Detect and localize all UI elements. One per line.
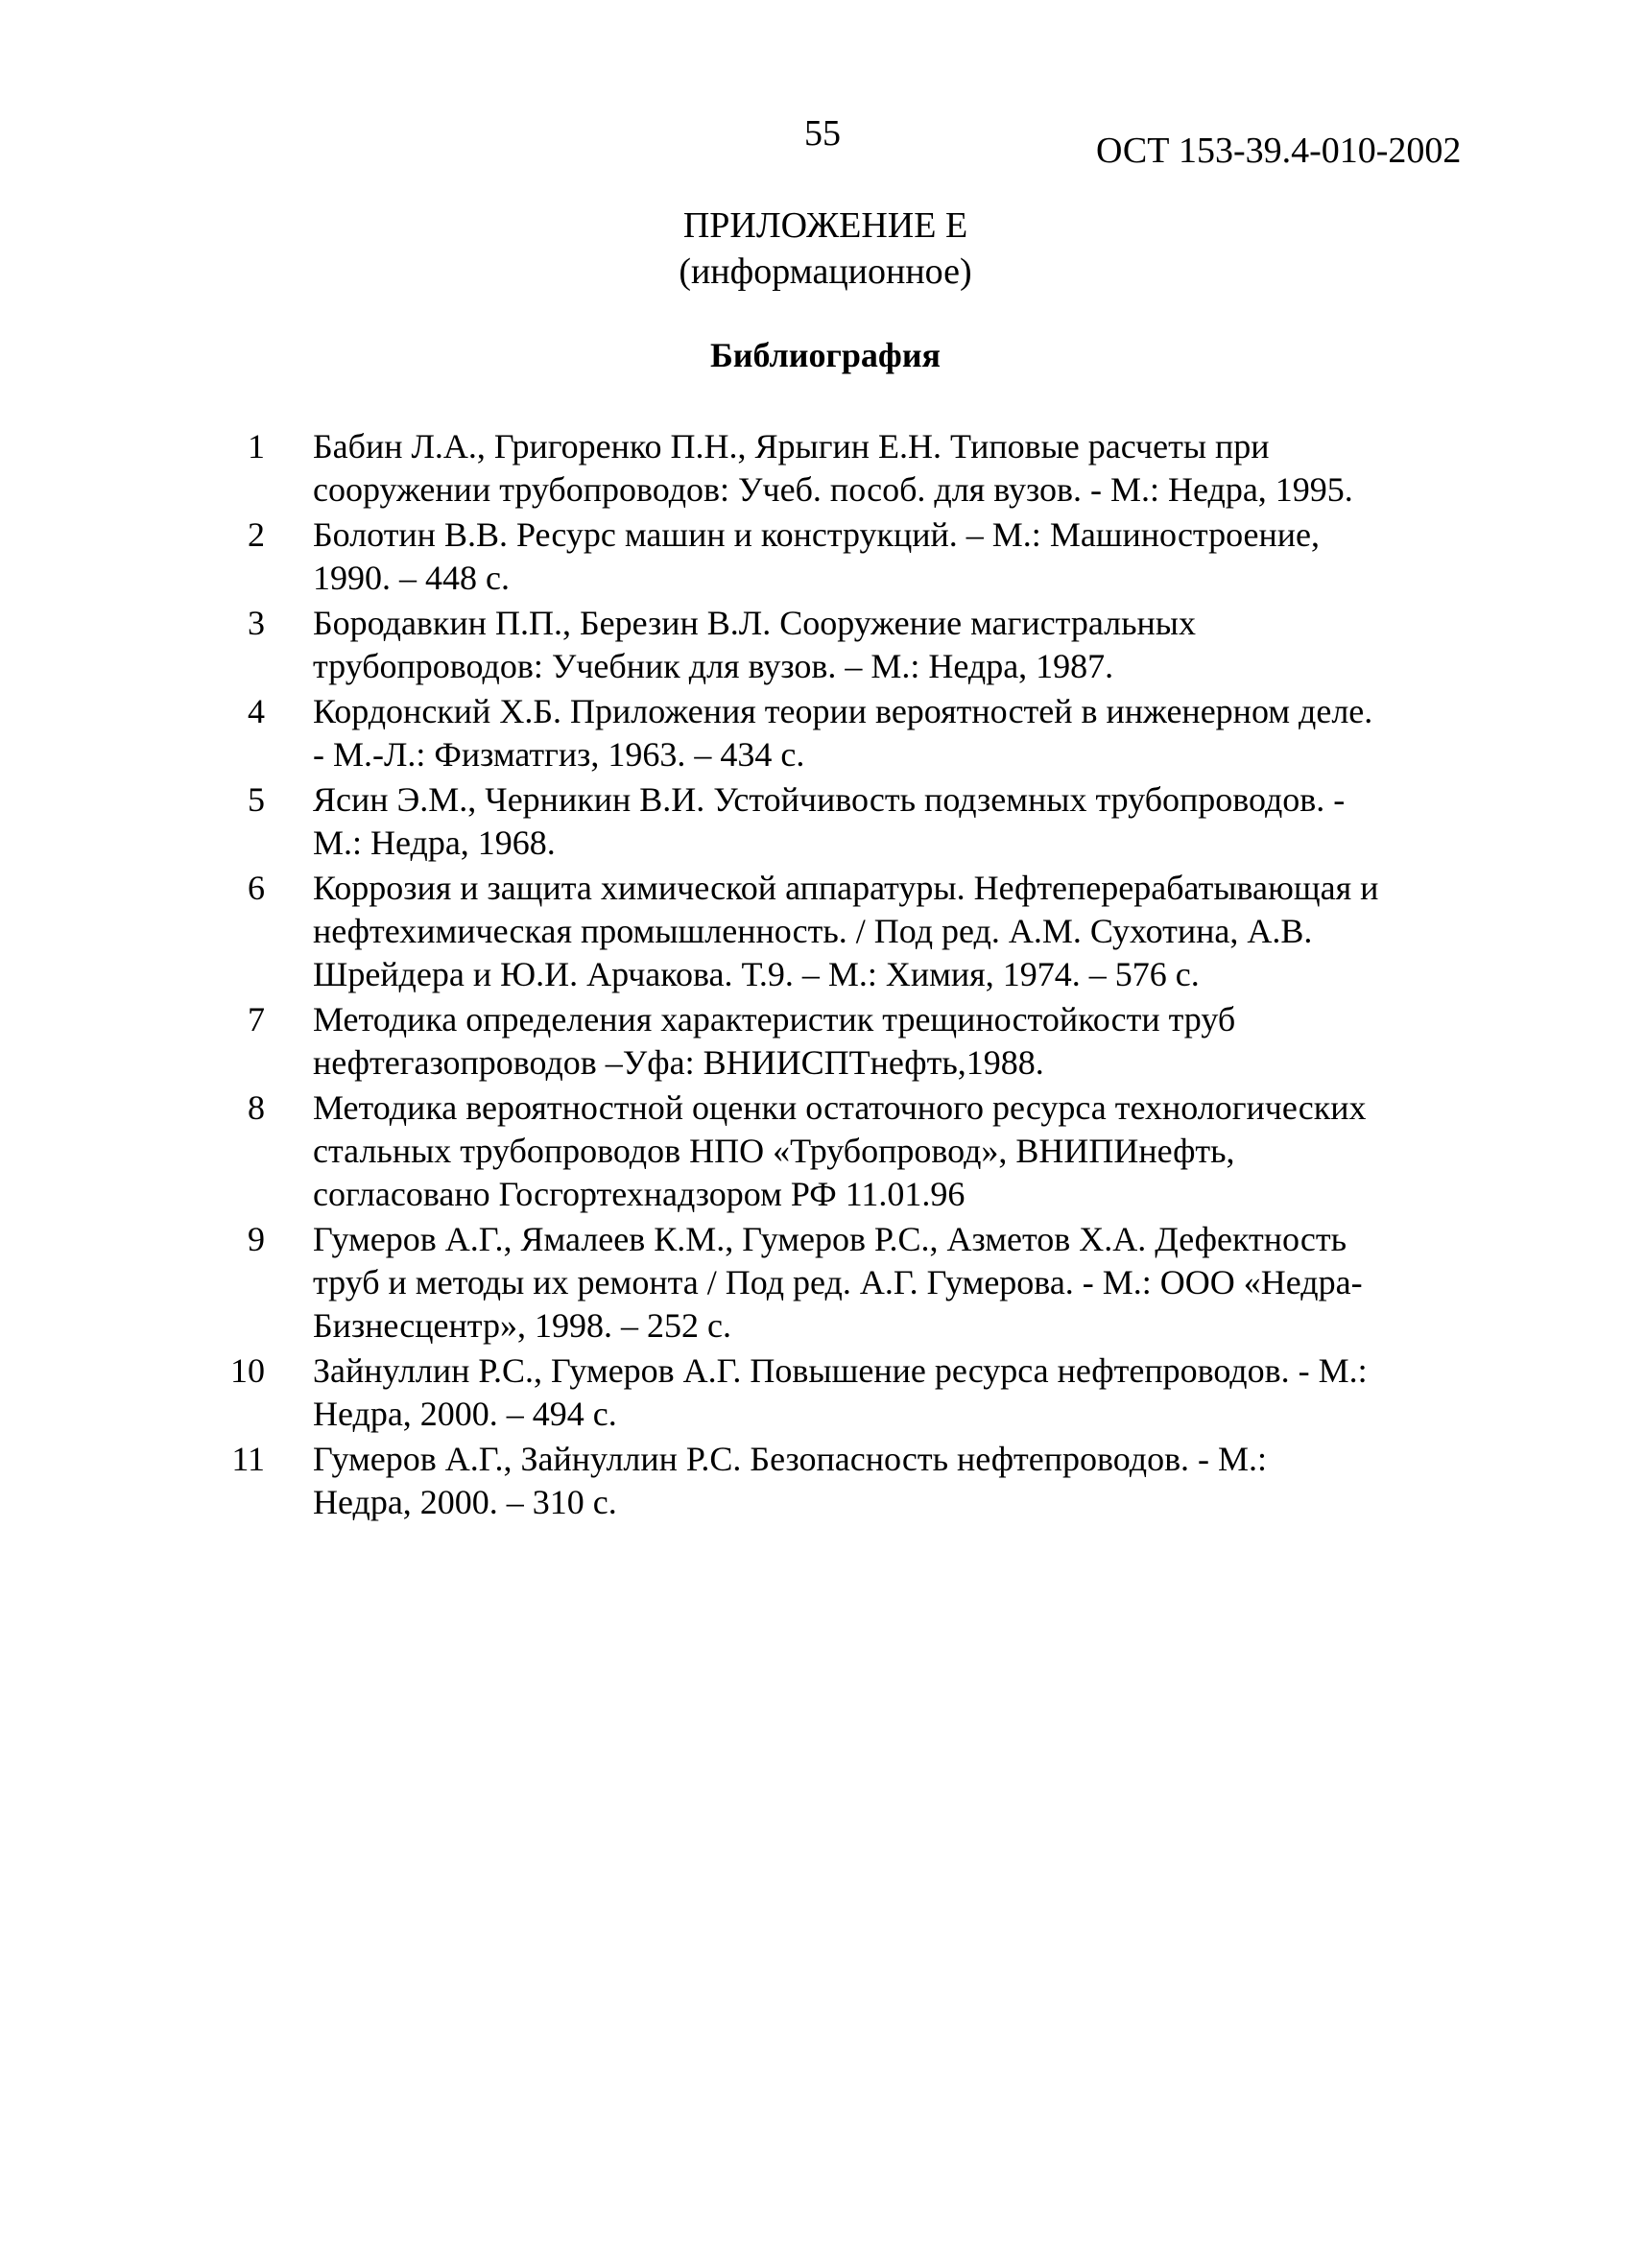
bibliography-entry (173, 1349, 1497, 1436)
entry-text (313, 1438, 1493, 1524)
entry-line: Бабин Л.А., Григоренко П.Н., Ярыгин Е.Н. Типовые расчеты при (313, 427, 1270, 466)
bibliography-entry (173, 1218, 1497, 1348)
entry-number: 4 (248, 692, 265, 730)
bibliography-entry (173, 1086, 1497, 1216)
entry-text (313, 1086, 1493, 1216)
entry-text (313, 513, 1493, 600)
entry-line: Гумеров А.Г., Ямалеев К.М., Гумеров Р.С., Азметов Х.А. Дефектность (313, 1220, 1347, 1258)
entry-line: М.: Недра, 1968. (313, 824, 556, 862)
entry-number: 2 (248, 515, 265, 554)
entry-line: Ясин Э.М., Черникин В.И. Устойчивость подземных трубопроводов. - (313, 780, 1346, 819)
entry-line: стальных трубопроводов НПО «Трубопровод», ВНИПИнефть, (313, 1132, 1235, 1170)
entry-line: нефтехимическая промышленность. / Под ред. А.М. Сухотина, А.В. (313, 912, 1313, 950)
bibliography-entry (173, 425, 1497, 512)
entry-line: труб и методы их ремонта / Под ред. А.Г. Гумерова. - М.: ООО «Недра- (313, 1263, 1363, 1301)
entry-line: согласовано Госгортехнадзором РФ 11.01.96 (313, 1175, 966, 1213)
entry-line: Недра, 2000. – 494 с. (313, 1395, 617, 1433)
entry-line: Методика вероятностной оценки остаточного ресурса технологических (313, 1088, 1367, 1127)
entry-number: 6 (248, 869, 265, 907)
entry-line: сооружении трубопроводов: Учеб. пособ. для вузов. - М.: Недра, 1995. (313, 470, 1353, 509)
entry-line: трубопроводов: Учебник для вузов. – М.: Недра, 1987. (313, 647, 1114, 685)
bibliography-entry (173, 867, 1497, 996)
entry-text (313, 602, 1493, 688)
entry-text (313, 690, 1493, 776)
entry-line: нефтегазопроводов –Уфа: ВНИИСПТнефть,1988. (313, 1043, 1044, 1082)
entry-line: - М.-Л.: Физматгиз, 1963. – 434 с. (313, 735, 805, 774)
entry-text (313, 1218, 1493, 1348)
bibliography-entry (173, 778, 1497, 865)
bibliography-entry (173, 1438, 1497, 1524)
entry-line: Гумеров А.Г., Зайнуллин Р.С. Безопасность нефтепроводов. - М.: (313, 1440, 1268, 1478)
entry-line: Недра, 2000. – 310 с. (313, 1483, 617, 1521)
appendix-title: ПРИЛОЖЕНИЕ Е (682, 205, 968, 246)
entry-text (313, 778, 1493, 865)
section-title: Библиография (709, 336, 942, 374)
entry-line: Шрейдера и Ю.И. Арчакова. Т.9. – М.: Химия, 1974. – 576 с. (313, 955, 1200, 993)
bibliography-entry (173, 998, 1497, 1085)
entry-number: 10 (230, 1351, 265, 1390)
entry-number: 1 (248, 427, 265, 466)
bibliography-list (173, 425, 1497, 1526)
bibliography-entry (173, 513, 1497, 600)
entry-line: 1990. – 448 с. (313, 559, 510, 597)
bibliography-entry (173, 690, 1497, 776)
entry-line: Коррозия и защита химической аппаратуры. Нефтеперерабатывающая и (313, 869, 1379, 907)
entry-number: 11 (231, 1440, 265, 1478)
entry-line: Болотин В.В. Ресурс машин и конструкций. – М.: Машиностроение, (313, 515, 1321, 554)
entry-line: Кордонский Х.Б. Приложения теории вероятностей в инженерном деле. (313, 692, 1373, 730)
entry-text (313, 425, 1493, 512)
bibliography-entry (173, 602, 1497, 688)
document-code: ОСТ 153-39.4-010-2002 (1096, 131, 1462, 171)
entry-line: Методика определения характеристик трещиностойкости труб (313, 1000, 1236, 1039)
entry-number: 7 (248, 1000, 265, 1039)
entry-line: Бородавкин П.П., Березин В.Л. Сооружение магистральных (313, 604, 1196, 642)
entry-number: 5 (248, 780, 265, 819)
entry-text (313, 998, 1493, 1085)
entry-number: 9 (248, 1220, 265, 1258)
entry-text (313, 1349, 1493, 1436)
appendix-subtitle: (информационное) (679, 251, 972, 292)
page-number: 55 (804, 113, 841, 154)
entry-line: Зайнуллин Р.С., Гумеров А.Г. Повышение ресурса нефтепроводов. - М.: (313, 1351, 1368, 1390)
entry-number: 3 (248, 604, 265, 642)
entry-number: 8 (248, 1088, 265, 1127)
entry-text (313, 867, 1493, 996)
entry-line: Бизнесцентр», 1998. – 252 с. (313, 1306, 731, 1345)
